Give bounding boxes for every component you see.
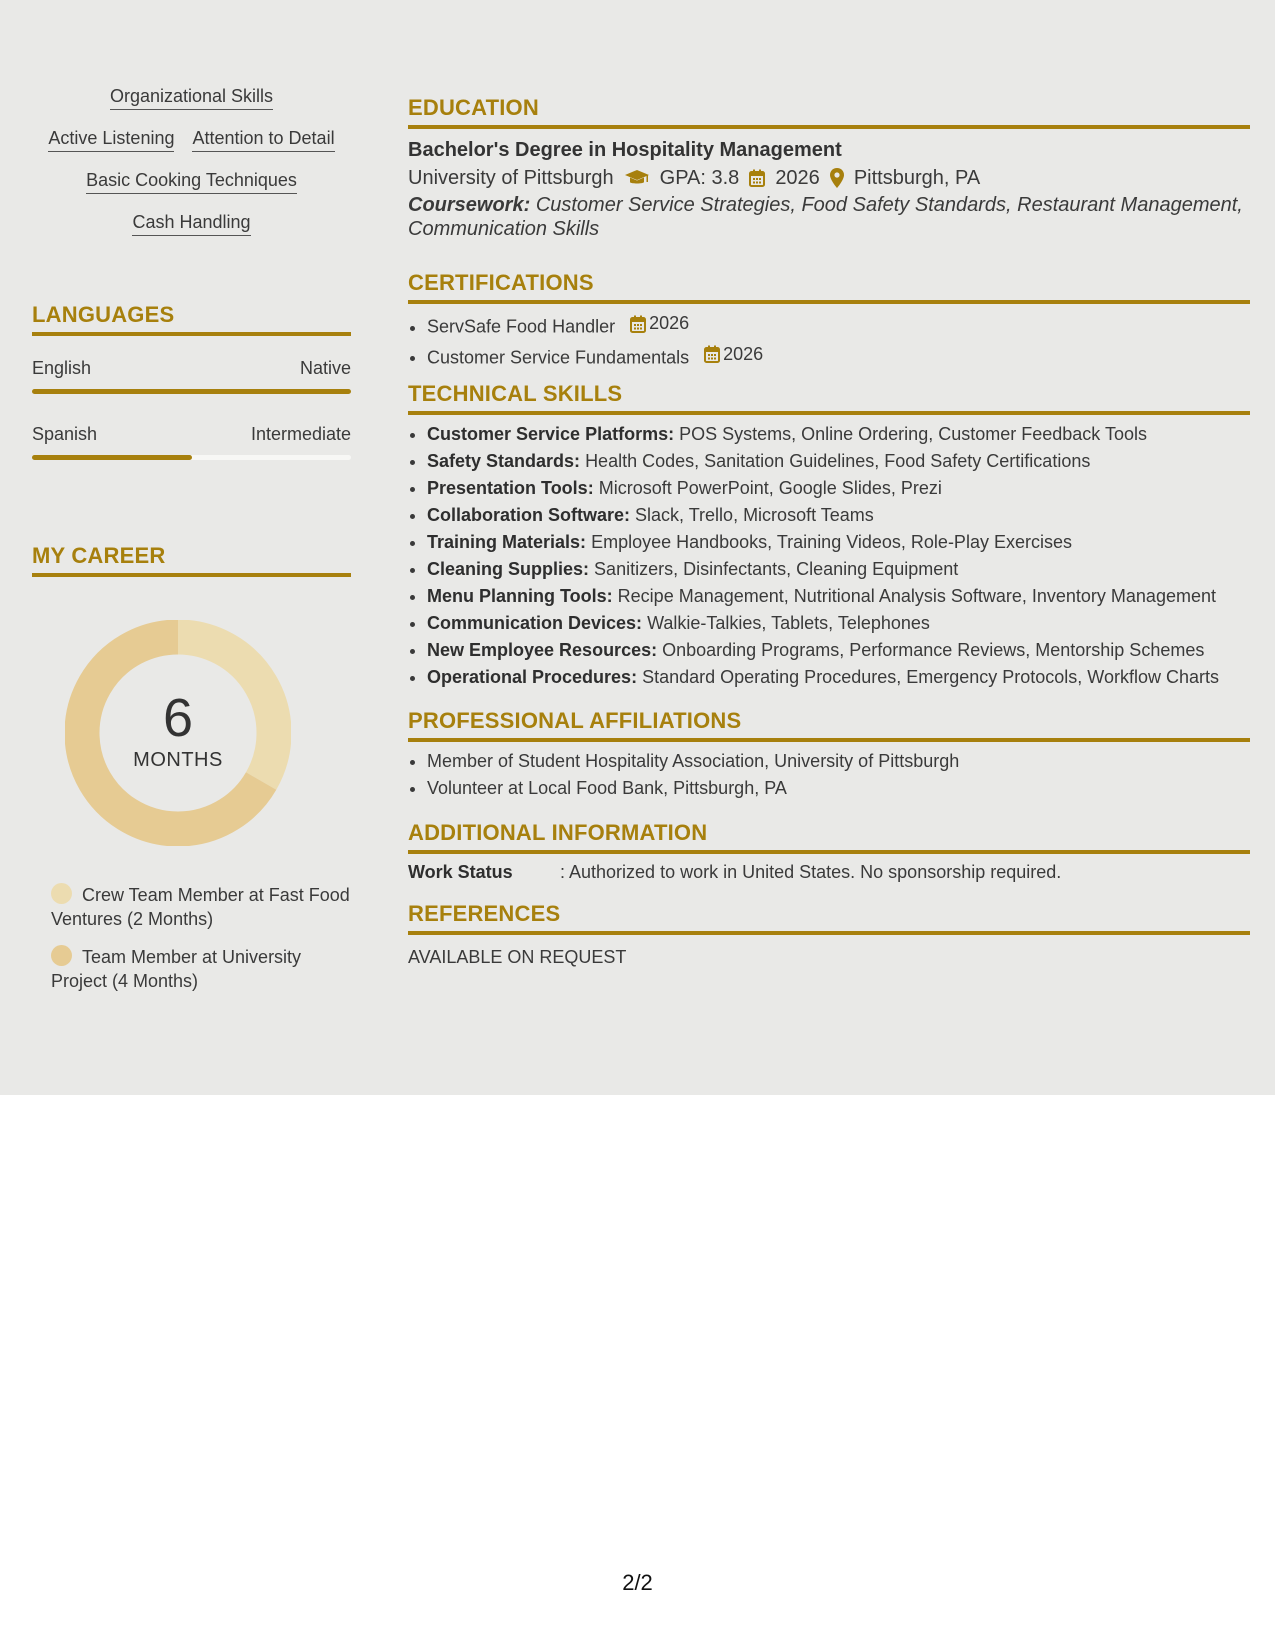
technical-skill-item xyxy=(427,610,1250,637)
certification-item xyxy=(427,341,1250,372)
legend-dot xyxy=(51,945,72,966)
work-status-value: : Authorized to work in United States. No sponsorship required. xyxy=(560,862,1062,882)
education-section xyxy=(408,95,1250,241)
technical-skill-label: Presentation Tools: xyxy=(427,478,594,498)
work-status-row xyxy=(408,862,1250,883)
technical-skill-value: Sanitizers, Disinfectants, Cleaning Equipment xyxy=(594,559,959,579)
technical-skill-item xyxy=(427,448,1250,475)
technical-skill-item xyxy=(427,637,1250,664)
technical-skills-title: TECHNICAL SKILLS xyxy=(408,381,1250,415)
references-title: REFERENCES xyxy=(408,901,1250,935)
technical-skill-value: Walkie-Talkies, Tablets, Telephones xyxy=(647,613,930,633)
technical-skill-value: Standard Operating Procedures, Emergency Protocols, Workflow Charts xyxy=(642,667,1220,687)
certifications-title: CERTIFICATIONS xyxy=(408,270,1250,304)
language-bar xyxy=(32,389,351,394)
certification-year: 2026 xyxy=(723,343,764,364)
languages-title: LANGUAGES xyxy=(32,302,351,336)
technical-skill-item xyxy=(427,664,1250,691)
technical-skills-list xyxy=(408,421,1250,691)
coursework-label: Coursework: xyxy=(408,194,531,216)
certification-name: Customer Service Fundamentals xyxy=(427,347,690,367)
language-name: English xyxy=(32,358,92,378)
technical-skill-value: Employee Handbooks, Training Videos, Role-Play Exercises xyxy=(591,532,1072,552)
graduation-year: 2026 xyxy=(775,167,820,189)
skill-tag: Active Listening xyxy=(48,127,174,152)
technical-skill-label: Customer Service Platforms: xyxy=(427,424,675,444)
work-status-label: Work Status xyxy=(408,862,513,882)
coursework-list: Customer Service Strategies, Food Safety Standards, Restaurant Management, Communication Skills xyxy=(408,194,1243,240)
language-bar xyxy=(32,455,351,460)
legend-label: Team Member at University Project (4 Months) xyxy=(51,947,302,991)
certification-item xyxy=(427,310,1250,341)
page-number: 2/2 xyxy=(622,1570,653,1595)
career-title: MY CAREER xyxy=(32,543,351,577)
affiliations-section xyxy=(408,708,1250,802)
skill-row xyxy=(32,169,351,194)
legend-label: Crew Team Member at Fast Food Ventures (2 Months) xyxy=(51,885,350,929)
certifications-list xyxy=(408,310,1250,371)
skills-list xyxy=(32,85,351,253)
technical-skill-label: Communication Devices: xyxy=(427,613,643,633)
technical-skill-value: Health Codes, Sanitation Guidelines, Food Safety Certifications xyxy=(585,451,1091,471)
technical-skill-item xyxy=(427,583,1250,610)
affiliation-item: • Volunteer at Local Food Bank, Pittsburgh, PA xyxy=(427,775,1250,802)
skill-row xyxy=(32,85,351,110)
technical-skill-label: Safety Standards: xyxy=(427,451,581,471)
skill-tag: Organizational Skills xyxy=(110,85,273,110)
calendar-icon xyxy=(630,315,646,333)
language-bar-fill xyxy=(32,389,351,394)
additional-info-title: ADDITIONAL INFORMATION xyxy=(408,820,1250,854)
technical-skill-item xyxy=(427,556,1250,583)
technical-skill-value: Recipe Management, Nutritional Analysis Software, Inventory Management xyxy=(617,586,1216,606)
certification-name: ServSafe Food Handler xyxy=(427,316,616,337)
skill-tag: Attention to Detail xyxy=(192,127,334,152)
technical-skill-value: Onboarding Programs, Performance Reviews, Mentorship Schemes xyxy=(662,640,1205,660)
graduation-cap-icon xyxy=(624,169,650,187)
language-item xyxy=(32,358,351,394)
technical-skill-value: Slack, Trello, Microsoft Teams xyxy=(635,505,874,525)
language-bar-fill xyxy=(32,455,192,460)
affiliation-item: • Member of Student Hospitality Association, University of Pittsburgh xyxy=(427,748,1250,775)
technical-skills-section xyxy=(408,381,1250,691)
legend-item xyxy=(51,883,351,931)
school-location: Pittsburgh, PA xyxy=(853,167,981,189)
affiliations-title: PROFESSIONAL AFFILIATIONS xyxy=(408,708,1250,742)
technical-skill-value: Microsoft PowerPoint, Google Slides, Prezi xyxy=(598,478,942,498)
technical-skill-value: POS Systems, Online Ordering, Customer Feedback Tools xyxy=(679,424,1147,444)
technical-skill-label: Collaboration Software: xyxy=(427,505,631,525)
technical-skill-label: Cleaning Supplies: xyxy=(427,559,590,579)
references-text: AVAILABLE ON REQUEST xyxy=(408,947,627,967)
career-donut-chart xyxy=(65,620,291,846)
skill-tag: Basic Cooking Techniques xyxy=(86,169,297,194)
career-total-value: 6 xyxy=(162,688,194,748)
degree-title: Bachelor's Degree in Hospitality Management xyxy=(408,139,842,161)
legend-dot xyxy=(51,883,72,904)
additional-info-section xyxy=(408,820,1250,883)
technical-skill-label: New Employee Resources: xyxy=(427,640,658,660)
skill-row xyxy=(32,127,351,152)
affiliations-list xyxy=(408,748,1250,802)
calendar-icon xyxy=(749,169,765,187)
language-item xyxy=(32,424,351,460)
references-section xyxy=(408,901,1250,968)
technical-skill-item xyxy=(427,421,1250,448)
certification-year: 2026 xyxy=(649,313,690,333)
skill-tag: Cash Handling xyxy=(132,211,250,236)
career-legend xyxy=(51,883,351,1007)
language-name: Spanish xyxy=(32,424,98,444)
technical-skill-label: Operational Procedures: xyxy=(427,667,638,687)
technical-skill-label: Training Materials: xyxy=(427,532,587,552)
gpa: GPA: 3.8 xyxy=(659,167,740,189)
languages-section xyxy=(32,302,351,460)
certifications-section xyxy=(408,270,1250,371)
technical-skill-item xyxy=(427,529,1250,556)
location-pin-icon xyxy=(830,168,844,188)
technical-skill-label: Menu Planning Tools: xyxy=(427,586,613,606)
school-name: University of Pittsburgh xyxy=(408,167,614,189)
education-title: EDUCATION xyxy=(408,95,1250,129)
language-level: Native xyxy=(299,358,351,378)
calendar-icon xyxy=(704,345,720,363)
skill-row xyxy=(32,211,351,236)
career-section xyxy=(32,543,351,991)
education-details xyxy=(408,163,1250,193)
language-level: Intermediate xyxy=(250,424,351,444)
coursework xyxy=(408,193,1250,241)
legend-item xyxy=(51,945,351,993)
technical-skill-item xyxy=(427,475,1250,502)
career-total-unit: MONTHS xyxy=(133,749,223,771)
technical-skill-item xyxy=(427,502,1250,529)
